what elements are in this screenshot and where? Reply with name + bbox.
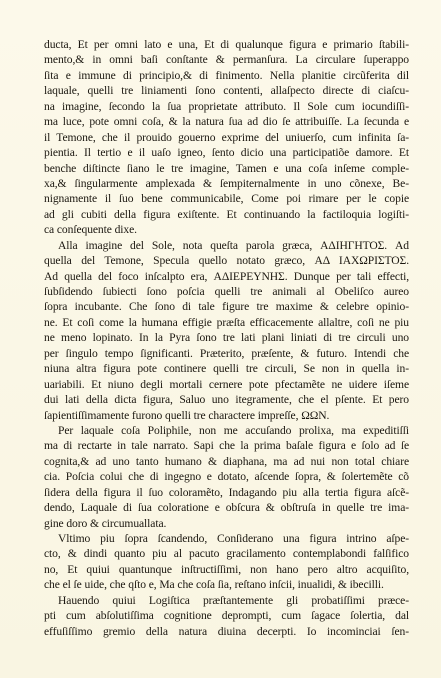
text-line: na imagine, ſecondo la ſua proprietate attributo. Il Sole cum iocundiſſi- (44, 99, 409, 113)
text-line: Vltimo piu ſopra ſcandendo, Conſiderano una figura intrino aſpe- (58, 532, 409, 545)
text-line: cia. Poſcia colui che di ingegno e dotato, aſcende ſopra, & ſolertemẽte cõ (44, 470, 409, 484)
text-line: ma luce, pote omni coſa, & la natura ſua ad dio ſe attribuiſſe. La ſecunda e (44, 115, 409, 129)
text-line: il Temone, che il prouido gouerno exprime del uniuerſo, cum infinita ſa- (44, 130, 409, 144)
text-line: ducta, Et per omni lato e una, Et di qualunque figura e primario ſtabili- (44, 38, 409, 51)
text-line: ne. Et coſi come la humana effigie præſta efficacemente allaltre, coſi ne piu (44, 315, 409, 329)
text-line: ne meno lopinato. In la Pyra ſono tre lati plani liniati di tre circuli uno (44, 331, 409, 345)
text-block (44, 37, 409, 639)
text-line: Hauendo quiui Logiſtica præſtantemente gli probatiſſimi præce- (58, 593, 409, 607)
text-line: laquale, quelli tre liniamenti ſono contenti, allaſpecto directe di ciaſcu- (44, 84, 409, 98)
text-line: pientia. Il tertio e il uaſo igneo, ſento dicio una participatiõe damore. Et (44, 146, 409, 160)
text-line: cto, & dindi quanto piu al pacuto gracilamento contemplabondi falſifico (44, 547, 409, 561)
text-line: benche diſtincte ſiano le tre imagine, Tamen e una coſa inſeme comple- (44, 161, 409, 175)
text-line: no, Et quiui quantunque inſtructiſſimi, non hano pero altro acquiſito, (44, 562, 409, 576)
text-line: pti cum abſolutiſſima cognitione deprompti, cum ſagace ſolertia, dal (44, 609, 409, 623)
text-line: dendo, Laquale di ſua coloratione e obſcura & obſtruſa in quelle tre ima- (44, 501, 409, 515)
text-line: per ſingulo tempo ſignificanti. Præterito, præſente, & futuro. Intendi che (44, 346, 409, 360)
text-line: che el ſe uide, che qſto e, Ma che coſa ſia, reſtano inſcii, inualidi, & ibecilli. (44, 578, 384, 592)
text-line: gine doro & circumuallata. (44, 516, 167, 530)
text-line: effuſiſſimo gremio della natura diuina decerpti. Io incominciai ſen- (44, 624, 409, 638)
text-line: nignamente il ſuo bene communicabile, Come poi rimare per le copie (44, 192, 409, 206)
text-line: uariabili. Et niuno degli mortali cernere pote pfectamẽte ne uidere iſeme (44, 377, 409, 391)
text-line: dui lati della dicta figura, Saluo uno itegramente, che el pſente. Et pero (44, 393, 409, 407)
text-line: ſubſidendo ſubiecti ſono poſcia quelli tre animali al Obeliſco aureo (44, 285, 409, 298)
text-line: ma di rectarte in tale narrato. Sapi che la prima baſale figura e ſolo ad ſe (44, 439, 409, 453)
text-line: niuna altra figura pote continere quelli tre circuli, Se non in quella in- (44, 362, 409, 376)
text-line: Alla imagine del Sole, nota queſta parola græca, ΑΔΙΗΓΗΤΟΣ. Ad (58, 238, 409, 252)
text-line: quella del Temone, Specula quello notato græco, ΑΔ ΙΑΧΩΡΙΣΤΟΣ. (44, 254, 409, 268)
text-line: ſopra incubante. Che ſono di tale figure tre maxime & celebre opinio- (44, 300, 409, 314)
text-line: ad gli cubiti della figura exiſtente. Et continuando la factiloquia logiſti- (44, 207, 409, 221)
text-line: ca conſequente dixe. (44, 223, 137, 237)
text-line: Per laquale coſa Poliphile, non me accuſando prolixa, ma expeditiſſi (58, 423, 409, 437)
text-line: xa,& ſingularmente amplexada & ſempiternalmente in uno cõnexe, Be- (44, 176, 409, 190)
text-line: ſapientiſſimamente furono quelli tre charactere impreſſe, ΩΩΝ. (44, 408, 330, 422)
text-line: ſita e immune di principio,& di finimento. Nella planitie circũferita dil (44, 68, 409, 82)
text-line: mento,& in omni baſi conſtante & permanſura. La circulare ſuperappo (44, 53, 409, 67)
text-line: Ad quella del foco inſcalpto era, ΑΔΙΕΡΕΥΝΗΣ. Dunque per tali effecti, (44, 269, 409, 283)
text-line: cognita,& ad uno tanto humano & diaphana, ma ad nui non total chiare (44, 454, 409, 468)
text-line: ſidera della figura il ſuo coloramẽto, Indagando piu alla tertia figura aſcẽ- (44, 485, 409, 499)
